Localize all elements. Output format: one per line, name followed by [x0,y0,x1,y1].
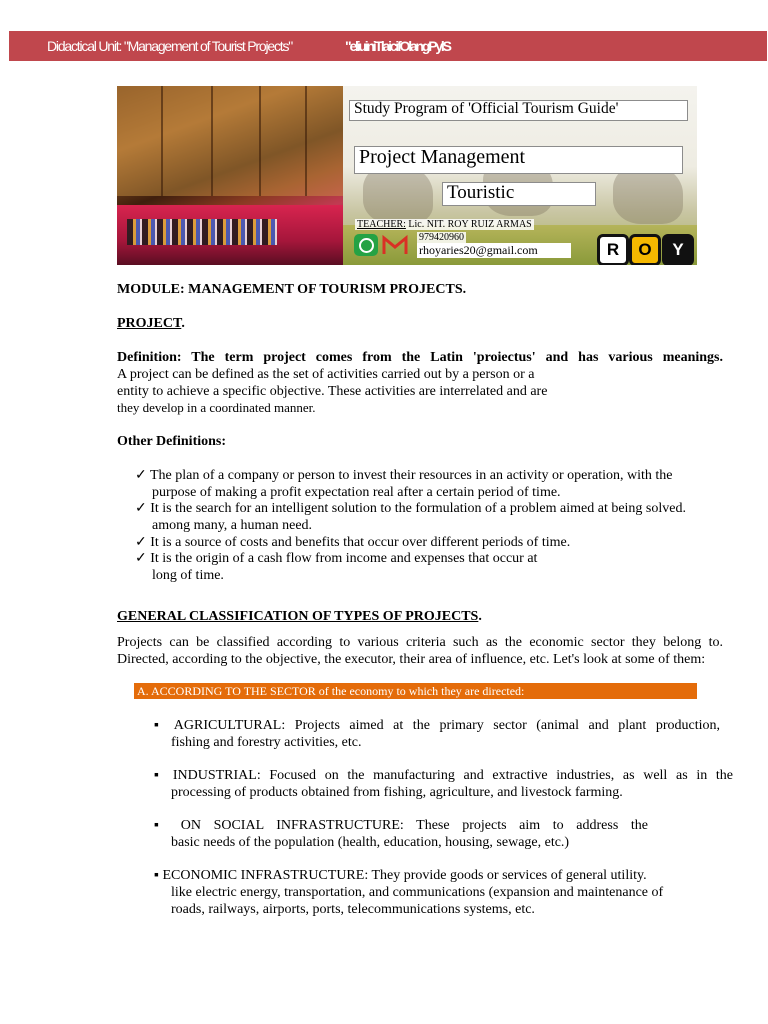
course-banner [117,86,697,265]
header-bar [9,31,767,61]
teacher-email: rhoyaries20@gmail.com [417,243,571,258]
study-program-label: Study Program of 'Official Tourism Guide' [349,100,688,121]
check-icon: ✓ [135,501,147,516]
list-item: ▪ AGRICULTURAL: Projects aimed at the primary sector (animal and plant production, fishing and forestry activities, etc. [154,718,720,750]
list-item: ▪ INDUSTRIAL: Focused on the manufacturing and extractive industries, as well as in the processing of products obtained from fishing, agriculture, and livestock farming. [154,768,734,800]
banner-title: Project Management [354,146,683,174]
list-item: ✓ It is the search for an intelligent solution to the formulation of a problem aimed at being solved. among many, a human need. [135,501,686,533]
sector-banner: A. ACCORDING TO THE SECTOR of the economy to which they are directed: [134,683,697,699]
classification-heading-line: GENERAL CLASSIFICATION OF TYPES OF PROJECTS. [117,609,482,624]
bullet-icon: ▪ [154,718,165,733]
module-title: MODULE: MANAGEMENT OF TOURISM PROJECTS. [117,282,467,297]
logo-letter-o: O [629,234,661,265]
project-heading-period: . [181,316,185,331]
list-item: ✓ The plan of a company or person to invest their resources in an activity or operation, with the purpose of making a profit expectation real after a certain period of time. [135,468,673,500]
definition-line-3: they develop in a coordinated manner. [117,400,316,415]
list-item: ✓ It is a source of costs and benefits that occur over different periods of time. [135,535,571,550]
banner-subtitle: Touristic [442,182,596,206]
list-item: ✓ It is the origin of a cash flow from income and expenses that occur at long of time. [135,551,538,583]
definition-line-2: entity to achieve a specific objective. These activities are interrelated and are [117,384,548,399]
header-program-title: "eliuiniTlaicifOlangPylS [345,38,450,54]
teacher-line [355,219,534,230]
whatsapp-icon [354,234,378,256]
teacher-label: TEACHER: [357,219,406,230]
other-definitions-heading: Other Definitions: [117,434,227,449]
gmail-icon [382,234,408,256]
logo-letter-r: R [597,234,629,265]
list-item: ▪ ECONOMIC INFRASTRUCTURE: They provide goods or services of general utility. like electric energy, transportation, and communications (expansion and maintenance of roads, railways, airports, ports, telecommunications systems, etc. [154,868,664,917]
header-unit-title: Didactical Unit: "Management of Tourist Projects" [47,38,293,54]
bullet-icon: ▪ [154,818,169,833]
project-heading: PROJECT [117,316,182,331]
check-icon: ✓ [135,551,147,566]
teacher-name: Lic. NIT. ROY RUIZ ARMAS [405,219,532,230]
check-icon: ✓ [135,535,147,550]
definition-lead: Definition: The term project comes from the Latin 'proiectus' and has various meanings. [117,350,723,365]
definition-line-1: A project can be defined as the set of activities carried out by a person or a [117,367,535,382]
logo-letter-y: Y [662,234,694,265]
bullet-icon: ▪ [154,868,159,883]
classification-heading: GENERAL CLASSIFICATION OF TYPES OF PROJECTS [117,609,479,624]
project-heading-line [117,315,185,332]
craft-market-photo [117,86,343,265]
classification-intro-2: Directed, according to the objective, the executor, their area of influence, etc. Let's look at some of them: [117,652,706,667]
bullet-icon: ▪ [154,768,165,783]
teacher-phone: 979420960 [419,232,464,243]
classification-intro-1: Projects can be classified according to various criteria such as the economic sector they belong to. [117,635,723,650]
list-item: ▪ ON SOCIAL INFRASTRUCTURE: These projects aim to address the basic needs of the population (health, education, housing, sewage, etc.) [154,818,649,850]
check-icon: ✓ [135,468,147,483]
